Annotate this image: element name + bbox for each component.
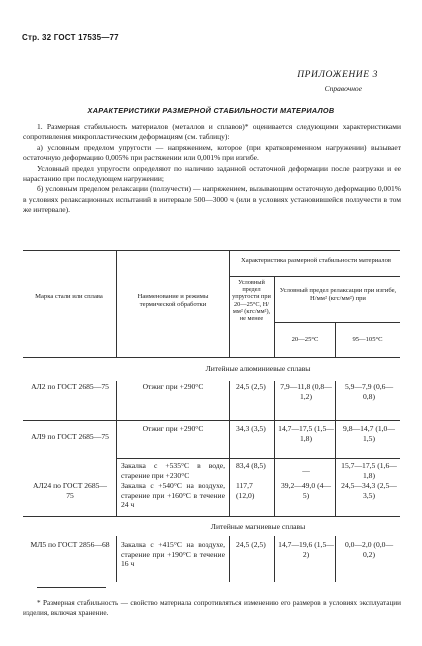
table-cell-elastic: 24,5 (2,5): [236, 540, 266, 549]
table-cell-treatment: Отжиг при +290°С: [142, 424, 204, 433]
table-cell-grade: АЛ9 по ГОСТ 2685—75: [31, 432, 109, 441]
section-title-magnesium: Литейные магниевые сплавы: [210, 522, 306, 531]
table-cell-relax-20: —: [302, 466, 310, 475]
table-cell-relax-100: 9,8—14,7 (1,0—1,5): [343, 424, 395, 443]
table-top-rule: [23, 250, 400, 251]
footnote-rule: [37, 587, 106, 588]
footnote-text: * Размерная стабильность — свойство материала сопротивляться изменению его размеров в условиях эксплуатации изделия, включая хранение.: [23, 599, 401, 617]
table-cell-relax-100: 0,0—2,0 (0,0—0,2): [344, 540, 394, 559]
table-header-bottom-rule: [23, 357, 400, 358]
header-stability-group: Характеристика размерной стабильности материалов: [241, 257, 391, 264]
paragraph-4: б) условным пределом релаксации (ползучести) — напряжением, вызывающим остаточную деформацию 0,001% в условиях релаксационных испытаний в интервале 500—3000 ч (или в условиях установившейся ползучести в том же интервале).: [23, 184, 401, 215]
table-cell-treatment: Закалка с +415°С на воздухе, старение при +190°С в течение 16 ч: [121, 540, 225, 569]
table-cell-grade: АЛ24 по ГОСТ 2685—75: [32, 481, 108, 500]
section-title-aluminium: Литейные алюминиевые сплавы: [205, 364, 311, 373]
paragraph-2: а) условным пределом упругости — напряжением, которое (при кратковременном нагружении) вызывает остаточную деформацию 0,005% при растяжении или 0,001% при изгибе.: [23, 142, 401, 163]
table-cell-elastic: 24,5 (2,5): [236, 382, 266, 391]
footnote: [23, 598, 401, 618]
appendix-title: ПРИЛОЖЕНИЕ 3: [297, 70, 378, 80]
table-cell-relax-20: 39,2—49,0 (4—5): [281, 481, 331, 500]
table-cell-relax-20: 14,7—19,6 (1,5—2): [278, 540, 334, 559]
header-relaxation-limit: Условный предел релаксации при изгибе, Н/мм² (кгс/мм²) при: [279, 287, 397, 302]
table-cell-relax-100: 5,9—7,9 (0,6—0,8): [344, 382, 394, 401]
header-treatment: Наименование и режимы термической обработки: [137, 293, 209, 308]
page-header: Стр. 32 ГОСТ 17535—77: [22, 33, 119, 42]
appendix-subtitle: Справочное: [324, 84, 362, 93]
table-cell-elastic: 83,4 (8,5): [236, 461, 266, 470]
table-cell-grade: АЛ2 по ГОСТ 2685—75: [31, 382, 109, 391]
table-cell-relax-100: 15,7—17,5 (1,6—1,8): [341, 461, 397, 480]
header-temp-95-105: 95—105°С: [352, 336, 383, 343]
document-title: ХАРАКТЕРИСТИКИ РАЗМЕРНОЙ СТАБИЛЬНОСТИ МАТЕРИАЛОВ: [87, 106, 335, 115]
table-cell-elastic: 34,3 (3,5): [236, 424, 266, 433]
header-temp-20-25: 20—25°С: [291, 336, 319, 343]
paragraph-3: Условный предел упругости определяют по наличию заданной остаточной деформации после разгрузки и ее нарастанию при последующем нагружении;: [23, 163, 401, 184]
table-cell-grade: МЛ5 по ГОСТ 2856—68: [30, 540, 110, 549]
header-grade: Марка стали или сплава: [35, 293, 103, 300]
table-cell-treatment: Отжиг при +290°С: [142, 382, 204, 391]
table-cell-treatment: Закалка с +535°С в воде, старение при +230°С: [121, 461, 225, 480]
paragraph-1: 1. Размерная стабильность материалов (металлов и сплавов)* оценивается следующими характеристиками сопротивления микропластическим деформациям (см. таблицу):: [23, 122, 401, 142]
group-header-rule: [229, 276, 400, 277]
table-cell-elastic: 117,7 (12,0): [236, 481, 255, 500]
header-elastic-limit: Условный предел упругости при 20—25°С, Н/мм² (кгс/мм²), не менее: [232, 279, 271, 323]
table-cell-relax-100: 24,5—34,3 (2,5—3,5): [341, 481, 397, 500]
table-cell-relax-20: 7,9—11,8 (0,8—1,2): [280, 382, 332, 401]
table-cell-relax-20: 14,7—17,5 (1,5—1,8): [278, 424, 334, 443]
body-text: [23, 122, 401, 216]
subgroup-header-rule: [274, 322, 400, 323]
table-cell-treatment: Закалка с +540°С на воздухе, старение при +160°С в течение 24 ч: [121, 481, 225, 510]
